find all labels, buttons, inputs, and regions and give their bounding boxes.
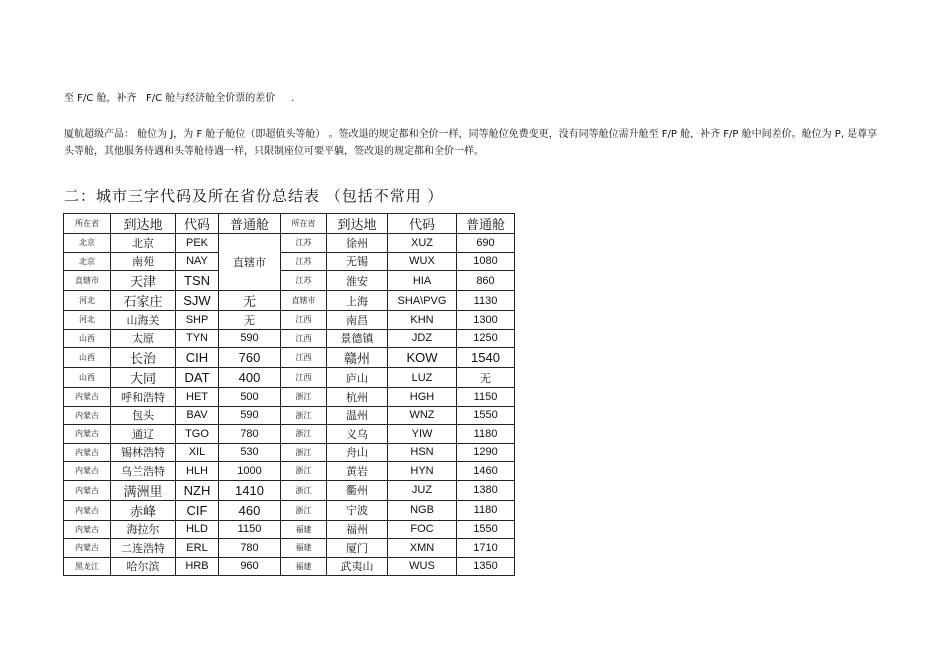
- code-cell: HGH: [388, 388, 457, 407]
- city-cell: 南昌: [327, 311, 388, 330]
- section-heading: 二：城市三字代码及所在省份总结表 （包括不常用 ）: [64, 187, 444, 205]
- code-cell: XMN: [388, 539, 457, 558]
- code-cell: NAY: [176, 252, 219, 271]
- province-cell: 山西: [64, 368, 111, 388]
- table-row: [64, 520, 515, 539]
- code-cell: WUS: [388, 557, 457, 576]
- code-cell: KHN: [388, 311, 457, 330]
- province-cell: 内蒙古: [64, 388, 111, 407]
- fare-cell: 1130: [457, 291, 515, 311]
- fare-cell: 1540: [457, 348, 515, 368]
- province-cell: 山西: [64, 329, 111, 348]
- fare-cell: 690: [457, 234, 515, 253]
- code-cell: HLH: [176, 462, 219, 481]
- fare-cell: 1300: [457, 311, 515, 330]
- fare-cell: 无: [457, 368, 515, 388]
- province-cell: 江西: [281, 311, 327, 330]
- code-cell: WNZ: [388, 406, 457, 425]
- city-cell: 义乌: [327, 425, 388, 444]
- code-cell: JUZ: [388, 480, 457, 500]
- province-cell: 黑龙江: [64, 557, 111, 576]
- code-cell: HYN: [388, 462, 457, 481]
- province-cell: 河北: [64, 311, 111, 330]
- table-row: [64, 425, 515, 444]
- city-cell: 上海: [327, 291, 388, 311]
- intro-line: 至 F/C 舱，补齐 F/C 舱与经济舱全价票的差价 .: [64, 93, 295, 104]
- table-row: [64, 291, 515, 311]
- fare-cell: 530: [219, 443, 281, 462]
- city-cell: 武夷山: [327, 557, 388, 576]
- fare-cell: 400: [219, 368, 281, 388]
- province-cell: 山西: [64, 348, 111, 368]
- city-cell: 满洲里: [111, 480, 176, 500]
- code-cell: HET: [176, 388, 219, 407]
- table-row: [64, 443, 515, 462]
- province-cell: 直辖市: [281, 291, 327, 311]
- city-cell: 淮安: [327, 271, 388, 291]
- city-cell: 庐山: [327, 368, 388, 388]
- fare-cell: 1150: [457, 388, 515, 407]
- code-cell: ERL: [176, 539, 219, 558]
- city-cell: 福州: [327, 520, 388, 539]
- code-cell: SJW: [176, 291, 219, 311]
- province-cell: 北京: [64, 252, 111, 271]
- fare-cell: 1180: [457, 425, 515, 444]
- header-province: 所在省: [281, 214, 327, 234]
- table-row: [64, 271, 515, 291]
- code-cell: PEK: [176, 234, 219, 253]
- code-cell: BAV: [176, 406, 219, 425]
- province-cell: 内蒙古: [64, 462, 111, 481]
- header-code: 代码: [176, 214, 219, 234]
- code-cell: LUZ: [388, 368, 457, 388]
- province-cell: 江苏: [281, 271, 327, 291]
- fare-cell: 1380: [457, 480, 515, 500]
- city-cell: 海拉尔: [111, 520, 176, 539]
- code-cell: KOW: [388, 348, 457, 368]
- fare-cell: 760: [219, 348, 281, 368]
- fare-cell: 500: [219, 388, 281, 407]
- code-cell: HLD: [176, 520, 219, 539]
- fare-cell: 590: [219, 329, 281, 348]
- code-cell: HRB: [176, 557, 219, 576]
- city-cell: 杭州: [327, 388, 388, 407]
- province-cell: 内蒙古: [64, 539, 111, 558]
- table-row: [64, 234, 515, 253]
- table-row: [64, 252, 515, 271]
- province-cell: 福建: [281, 557, 327, 576]
- fare-cell: 460: [219, 500, 281, 520]
- city-cell: 呼和浩特: [111, 388, 176, 407]
- header-code: 代码: [388, 214, 457, 234]
- fare-cell: 1550: [457, 520, 515, 539]
- fare-cell: 1250: [457, 329, 515, 348]
- header-economy-fare: 普通舱: [457, 214, 515, 234]
- city-cell: 天津: [111, 271, 176, 291]
- province-cell: 内蒙古: [64, 480, 111, 500]
- city-cell: 石家庄: [111, 291, 176, 311]
- fare-cell: 1350: [457, 557, 515, 576]
- fare-cell: 无: [219, 311, 281, 330]
- province-cell: 内蒙古: [64, 520, 111, 539]
- code-cell: TYN: [176, 329, 219, 348]
- fare-cell: 1180: [457, 500, 515, 520]
- fare-cell: 1290: [457, 443, 515, 462]
- fare-cell: 1710: [457, 539, 515, 558]
- table-header-row: [64, 214, 515, 234]
- table-row: [64, 406, 515, 425]
- code-cell: SHP: [176, 311, 219, 330]
- city-cell: 哈尔滨: [111, 557, 176, 576]
- table-row: [64, 539, 515, 558]
- fare-cell: 1550: [457, 406, 515, 425]
- code-cell: SHA\PVG: [388, 291, 457, 311]
- fare-cell: 1410: [219, 480, 281, 500]
- fare-cell: 无: [219, 291, 281, 311]
- fare-cell: 1000: [219, 462, 281, 481]
- code-cell: NZH: [176, 480, 219, 500]
- table-row: [64, 368, 515, 388]
- code-cell: CIF: [176, 500, 219, 520]
- province-cell: 江苏: [281, 234, 327, 253]
- xiamen-air-paragraph: 厦航超级产品： 舱位为 J，为 F 舱子舱位（即超值头等舱） 。签改退的规定都和全价一样，同等舱位免费变更，没有同等舱位需升舱至 F/P 舱，补齐 F/P 舱中间差价。舱位为 P, 是尊享头等舱，其他服务待遇和头等舱待遇一样，只限制座位可要平躺，签改退的规定都和全价一样。: [64, 129, 878, 157]
- table-row: [64, 462, 515, 481]
- code-cell: TGO: [176, 425, 219, 444]
- city-cell: 徐州: [327, 234, 388, 253]
- city-cell: 大同: [111, 368, 176, 388]
- province-cell: 浙江: [281, 425, 327, 444]
- province-cell: 江苏: [281, 252, 327, 271]
- fare-cell: 1460: [457, 462, 515, 481]
- city-cell: 山海关: [111, 311, 176, 330]
- merged-fare-cell: 直辖市: [219, 234, 281, 291]
- table-row: [64, 500, 515, 520]
- city-cell: 无锡: [327, 252, 388, 271]
- city-cell: 赣州: [327, 348, 388, 368]
- city-cell: 赤峰: [111, 500, 176, 520]
- province-cell: 江西: [281, 368, 327, 388]
- city-code-table: [63, 213, 515, 576]
- code-cell: HIA: [388, 271, 457, 291]
- province-cell: 浙江: [281, 480, 327, 500]
- province-cell: 内蒙古: [64, 406, 111, 425]
- city-cell: 宁波: [327, 500, 388, 520]
- city-cell: 衢州: [327, 480, 388, 500]
- province-cell: 福建: [281, 539, 327, 558]
- city-cell: 温州: [327, 406, 388, 425]
- province-cell: 浙江: [281, 406, 327, 425]
- table-row: [64, 348, 515, 368]
- city-cell: 锡林浩特: [111, 443, 176, 462]
- province-cell: 浙江: [281, 443, 327, 462]
- fare-cell: 780: [219, 425, 281, 444]
- header-destination: 到达地: [327, 214, 388, 234]
- fare-cell: 780: [219, 539, 281, 558]
- table-row: [64, 311, 515, 330]
- table-body: [64, 234, 515, 576]
- code-cell: XUZ: [388, 234, 457, 253]
- city-cell: 二连浩特: [111, 539, 176, 558]
- code-cell: TSN: [176, 271, 219, 291]
- table-row: [64, 329, 515, 348]
- header-province: 所在省: [64, 214, 111, 234]
- table-row: [64, 557, 515, 576]
- city-cell: 南苑: [111, 252, 176, 271]
- city-cell: 包头: [111, 406, 176, 425]
- province-cell: 直辖市: [64, 271, 111, 291]
- city-cell: 黄岩: [327, 462, 388, 481]
- header-destination: 到达地: [111, 214, 176, 234]
- code-cell: CIH: [176, 348, 219, 368]
- code-cell: XIL: [176, 443, 219, 462]
- city-cell: 北京: [111, 234, 176, 253]
- province-cell: 内蒙古: [64, 425, 111, 444]
- province-cell: 福建: [281, 520, 327, 539]
- province-cell: 江西: [281, 348, 327, 368]
- code-cell: FOC: [388, 520, 457, 539]
- province-cell: 浙江: [281, 500, 327, 520]
- fare-cell: 1080: [457, 252, 515, 271]
- province-cell: 浙江: [281, 388, 327, 407]
- city-cell: 太原: [111, 329, 176, 348]
- province-cell: 河北: [64, 291, 111, 311]
- fare-cell: 960: [219, 557, 281, 576]
- header-economy-fare: 普通舱: [219, 214, 281, 234]
- code-cell: HSN: [388, 443, 457, 462]
- code-cell: YIW: [388, 425, 457, 444]
- table-row: [64, 480, 515, 500]
- city-cell: 景德镇: [327, 329, 388, 348]
- code-cell: NGB: [388, 500, 457, 520]
- code-cell: JDZ: [388, 329, 457, 348]
- province-cell: 内蒙古: [64, 500, 111, 520]
- province-cell: 内蒙古: [64, 443, 111, 462]
- code-cell: WUX: [388, 252, 457, 271]
- city-cell: 厦门: [327, 539, 388, 558]
- province-cell: 江西: [281, 329, 327, 348]
- fare-cell: 1150: [219, 520, 281, 539]
- province-cell: 北京: [64, 234, 111, 253]
- province-cell: 浙江: [281, 462, 327, 481]
- city-cell: 长治: [111, 348, 176, 368]
- fare-cell: 590: [219, 406, 281, 425]
- city-cell: 乌兰浩特: [111, 462, 176, 481]
- table-row: [64, 388, 515, 407]
- city-cell: 通辽: [111, 425, 176, 444]
- code-cell: DAT: [176, 368, 219, 388]
- city-cell: 舟山: [327, 443, 388, 462]
- fare-cell: 860: [457, 271, 515, 291]
